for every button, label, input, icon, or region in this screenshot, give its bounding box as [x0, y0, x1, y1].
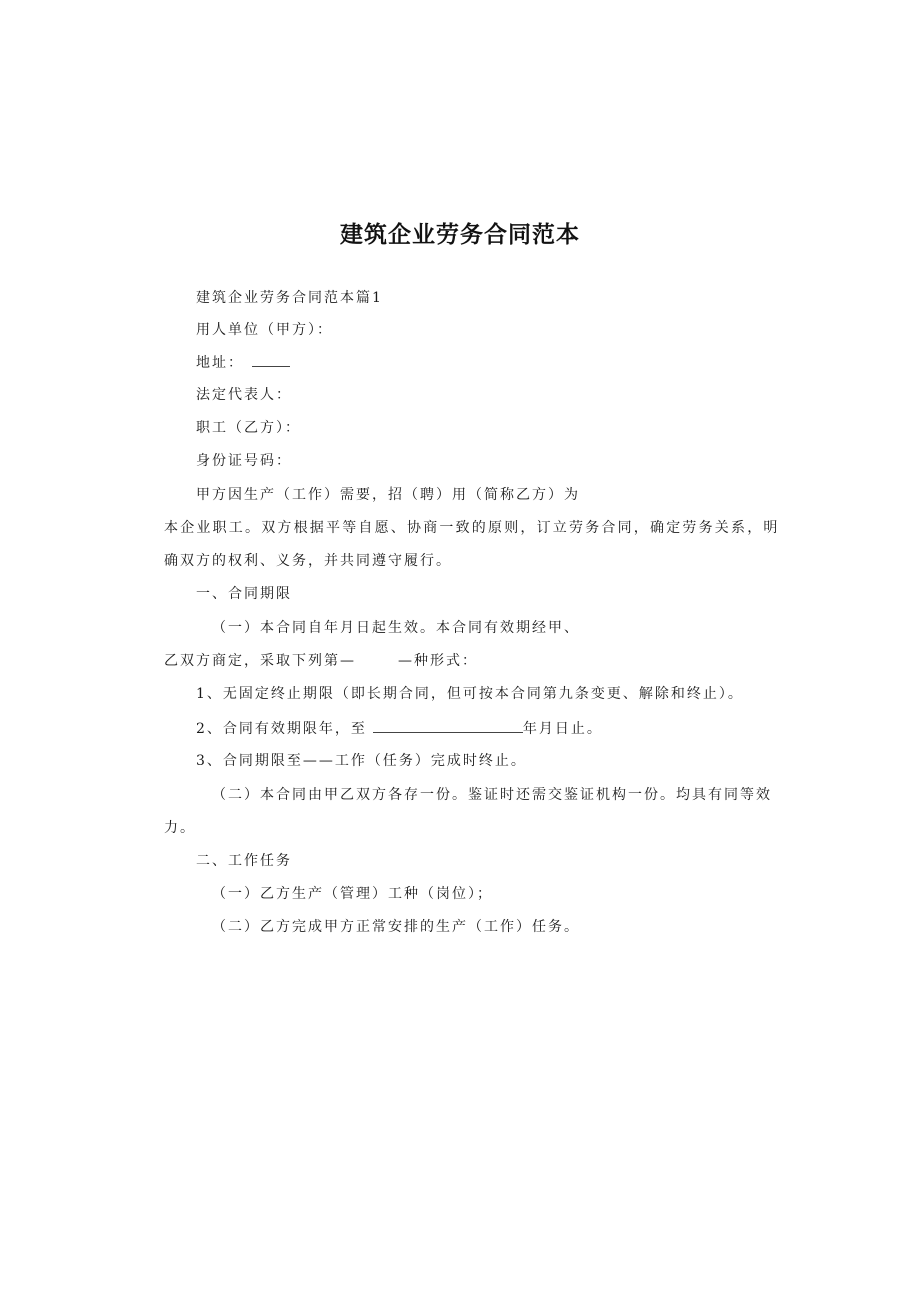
item-2-blank	[373, 718, 523, 733]
section-1-para-2-line-1: （二）本合同由甲乙双方各存一份。鉴证时还需交鉴证机构一份。均具有同等效	[212, 787, 772, 803]
address-line	[196, 352, 290, 373]
item-2-text-b: 年月日止。	[522, 721, 603, 737]
intro-paragraph-line-2: 本企业职工。双方根据平等自愿、协商一致的原则，订立劳务合同，确定劳务关系，明	[164, 520, 780, 536]
document-title: 建筑企业劳务合同范本	[340, 222, 580, 248]
intro-paragraph-line-1: 甲方因生产（工作）需要，招（聘）用（简称乙方）为	[196, 487, 580, 503]
subtitle: 建筑企业劳务合同范本篇1	[196, 290, 383, 306]
section-1-para-1-line-1: （一）本合同自年月日起生效。本合同有效期经甲、	[212, 620, 580, 636]
section-1-para-1-line-2	[164, 651, 478, 671]
section-1-item-3: 3、合同期限至——工作（任务）完成时终止。	[196, 753, 527, 769]
section-1-para-2-line-2: 力。	[164, 820, 196, 836]
section-2-para-2: （二）乙方完成甲方正常安排的生产（工作）任务。	[212, 919, 580, 935]
employee-label: 职工（乙方）：	[196, 420, 301, 436]
item-2-text-a: 2、合同有效期限年，至	[196, 721, 367, 737]
id-number-label: 身份证号码：	[196, 453, 292, 469]
section-1-heading: 一、合同期限	[196, 586, 292, 602]
form-choice-text-a: 乙双方商定，采取下列第—	[164, 653, 356, 669]
employer-label: 用人单位（甲方）：	[196, 322, 333, 338]
intro-paragraph-line-3: 确双方的权利、义务，并共同遵守履行。	[164, 553, 452, 569]
address-label: 地址：	[196, 355, 244, 371]
section-2-heading: 二、工作任务	[196, 853, 292, 869]
legal-rep-label: 法定代表人：	[196, 387, 292, 403]
address-blank	[252, 352, 290, 367]
section-1-item-1: 1、无固定终止期限（即长期合同，但可按本合同第九条变更、解除和终止）。	[196, 686, 744, 702]
form-choice-text-b: —种形式：	[398, 653, 478, 669]
section-1-item-2	[196, 718, 603, 739]
section-2-para-1: （一）乙方生产（管理）工种（岗位）；	[212, 886, 493, 902]
